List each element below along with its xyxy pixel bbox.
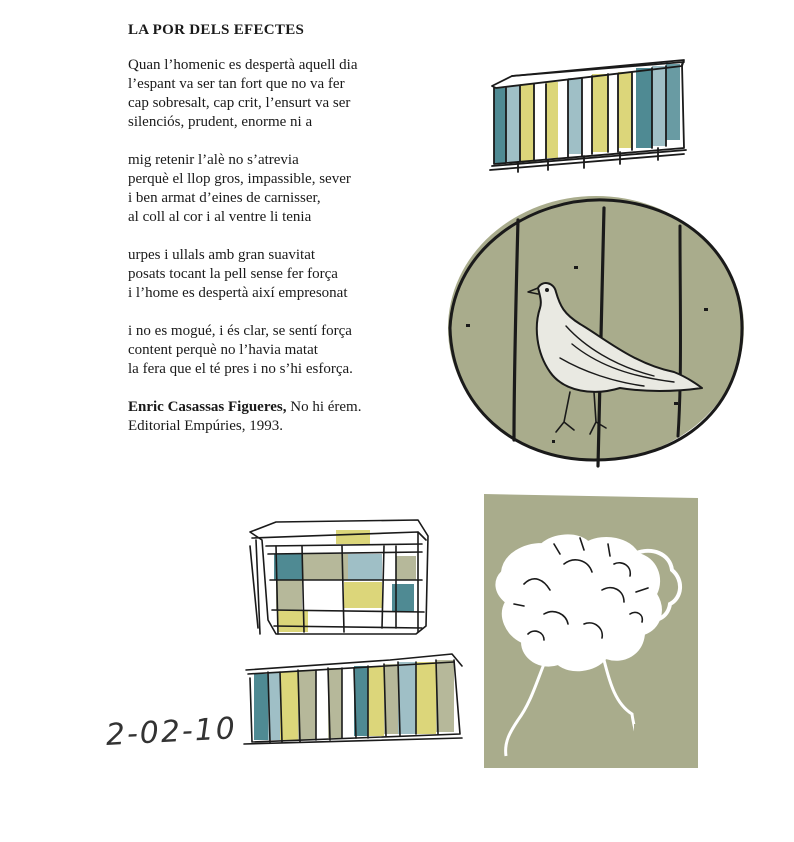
poem-credit [128,398,458,436]
stanza-1 [128,56,458,132]
poem-line: Quan l’homenic es despertà aquell dia [128,57,358,73]
bird-in-cage-sketch [444,196,744,476]
handwritten-date [104,706,244,756]
poem [128,22,458,436]
handwritten-date-text: 2-02-10 [104,711,238,754]
poem-line: posats tocant la pell sense fer força [128,266,338,282]
tree-silhouette-sketch [484,494,704,770]
poem-line: la fera que el té pres i no s’hi esforça. [128,361,353,377]
poem-line: l’espant va ser tan fort que no va fer [128,76,345,92]
poem-line: cap sobresalt, cap crit, l’ensurt va ser [128,95,351,111]
poem-line: content perquè no l’havia matat [128,342,318,358]
poem-line: mig retenir l’alè no s’atrevia [128,152,299,168]
striped-box-sketch [488,52,698,172]
poem-line: i l’home es despertà així empresonat [128,285,348,301]
author-name: Enric Casassas Figueres, [128,399,287,415]
stanza-2 [128,151,458,227]
poem-line: perquè el llop gros, impassible, sever [128,171,351,187]
cube-box-sketch [246,516,436,641]
poem-line: i no es mogué, i és clar, se sentí força [128,323,352,339]
poem-line: silenciós, prudent, enorme ni a [128,114,313,130]
poem-line: i ben armat d’eines de carnisser, [128,190,321,206]
poem-line: al coll al cor i al ventre li tenia [128,209,312,225]
publisher: Editorial Empúries, 1993. [128,418,283,434]
poem-line: urpes i ullals amb gran suavitat [128,247,316,263]
poem-title: LA POR DELS EFECTES [128,22,305,38]
stanza-4 [128,322,458,379]
book-title: No hi érem. [290,399,362,415]
long-striped-box-sketch [240,650,470,750]
stanza-3 [128,246,458,303]
